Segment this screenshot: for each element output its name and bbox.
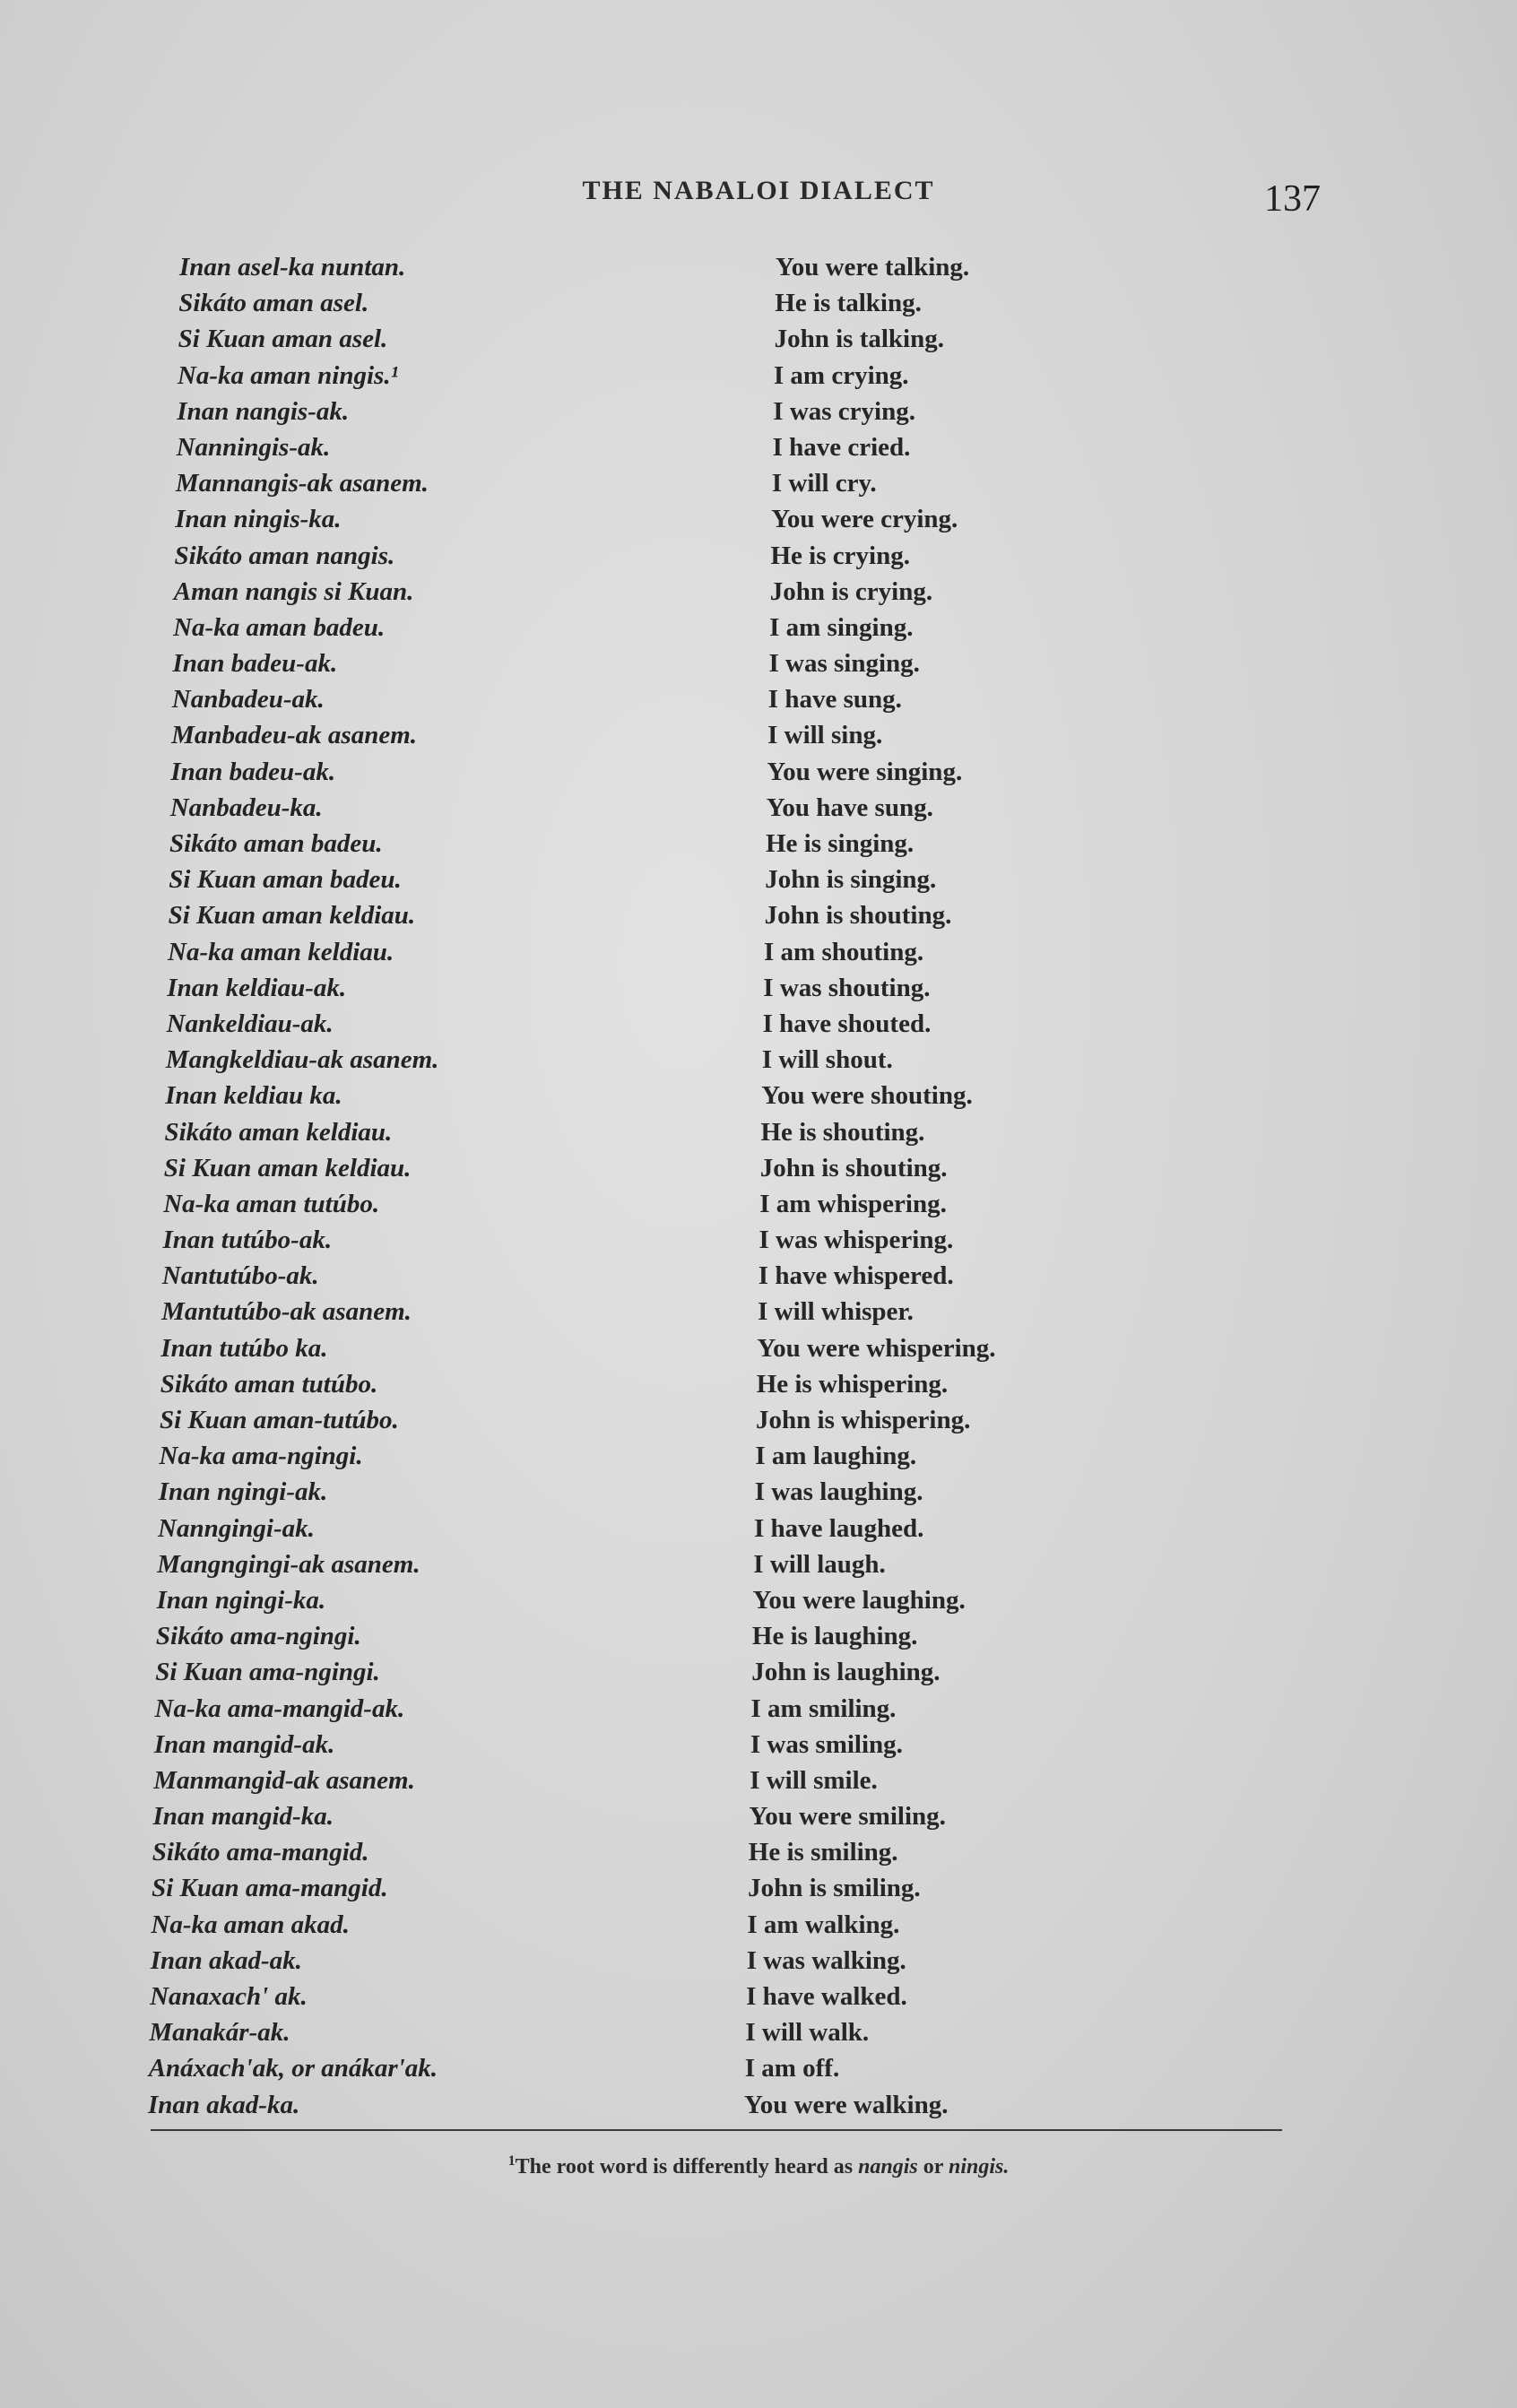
nabaloi-phrase: Sikáto aman nangis. [174, 541, 395, 570]
entry-row [143, 1763, 1309, 1798]
english-translation: You were shouting. [761, 1081, 973, 1111]
footnote [0, 2153, 1517, 2179]
english-translation: John is crying. [769, 576, 933, 606]
english-translation: I have whispered. [758, 1261, 954, 1291]
nabaloi-phrase: Na-ka ama-mangid-ak. [154, 1693, 405, 1723]
entry-row [143, 1474, 1309, 1510]
english-translation: I will walk. [745, 2018, 870, 2048]
english-translation: I am laughing. [755, 1442, 917, 1471]
nabaloi-phrase: Inan akad-ak. [150, 1945, 302, 1975]
nabaloi-phrase: Inan tutúbo ka. [160, 1333, 328, 1363]
entry-row [143, 1798, 1309, 1834]
entry-row [143, 1222, 1309, 1258]
nabaloi-phrase: Inan asel-ka nuntan. [179, 253, 406, 282]
nabaloi-phrase: Mangngingi-ak asanem. [157, 1549, 420, 1579]
english-translation: I have shouted. [762, 1009, 932, 1038]
english-translation: I was smiling. [750, 1729, 903, 1759]
entry-row [143, 465, 1309, 501]
english-translation: He is talking. [775, 289, 922, 318]
english-translation: I have cried. [772, 432, 911, 462]
nabaloi-phrase: Si Kuan aman asel. [178, 325, 388, 354]
nabaloi-phrase: Nanngingi-ak. [158, 1513, 315, 1543]
footnote-divider [151, 2129, 1282, 2131]
nabaloi-phrase: Si Kuan aman keldiau. [168, 901, 416, 931]
english-translation: I was singing. [768, 649, 920, 679]
nabaloi-phrase: Nanbadeu-ak. [171, 685, 325, 715]
entry-row [143, 1834, 1309, 1870]
verb-conjugation-list [143, 249, 1309, 2123]
entry-row [143, 1294, 1309, 1330]
english-translation: John is shouting. [764, 901, 952, 931]
english-translation: I was walking. [746, 1945, 906, 1975]
entry-row [143, 2014, 1309, 2050]
running-title: THE NABALOI DIALECT [582, 176, 935, 205]
nabaloi-phrase: Si Kuan aman keldiau. [163, 1153, 412, 1182]
entry-row [143, 645, 1309, 681]
entry-row [143, 826, 1309, 862]
nabaloi-phrase: Anáxach'ak, or anákar'ak. [148, 2054, 438, 2083]
entry-row [143, 717, 1309, 753]
nabaloi-phrase: Nantutúbo-ak. [161, 1261, 319, 1291]
english-translation: I was crying. [773, 396, 915, 426]
entry-row [143, 862, 1309, 897]
nabaloi-phrase: Nankeldiau-ak. [166, 1009, 334, 1038]
entry-row [143, 285, 1309, 321]
nabaloi-phrase: Manmangid-ak asanem. [153, 1765, 415, 1795]
entry-row [143, 2087, 1309, 2123]
english-translation: John is singing. [765, 865, 937, 895]
english-translation: I will cry. [771, 469, 877, 498]
english-translation: I will whisper. [758, 1297, 914, 1327]
entry-row [143, 358, 1309, 394]
english-translation: You have sung. [766, 793, 933, 822]
entry-row [143, 934, 1309, 970]
english-translation: John is smiling. [748, 1874, 921, 1903]
nabaloi-phrase: Inan badeu-ak. [170, 757, 336, 786]
english-translation: I am shouting. [764, 937, 924, 966]
entry-row [143, 429, 1309, 465]
english-translation: I am crying. [773, 360, 909, 390]
nabaloi-phrase: Inan nangis-ak. [177, 396, 350, 426]
english-translation: John is laughing. [751, 1658, 941, 1687]
entry-row [143, 1691, 1309, 1727]
nabaloi-phrase: Inan ningis-ka. [175, 505, 342, 534]
english-translation: You were whispering. [757, 1333, 996, 1363]
entry-row [143, 1258, 1309, 1294]
entry-row [143, 1907, 1309, 1943]
entry-row [143, 610, 1309, 645]
entry-row [143, 538, 1309, 574]
entry-row [143, 754, 1309, 790]
nabaloi-phrase: Nanningis-ak. [176, 432, 331, 462]
english-translation: I am off. [744, 2054, 840, 2083]
english-translation: I was laughing. [754, 1477, 923, 1507]
nabaloi-phrase: Sikáto ama-ngingi. [155, 1622, 361, 1651]
entry-row [143, 574, 1309, 610]
english-translation: You were singing. [767, 757, 963, 786]
nabaloi-phrase: Inan mangid-ka. [152, 1802, 334, 1832]
nabaloi-phrase: Inan keldiau ka. [165, 1081, 342, 1111]
english-translation: He is singing. [766, 829, 915, 858]
entry-row [143, 1618, 1309, 1654]
english-translation: John is whispering. [756, 1406, 971, 1434]
english-translation: I have walked. [746, 1982, 907, 2011]
entry-row [143, 1870, 1309, 1906]
nabaloi-phrase: Na-ka ama-ngingi. [159, 1442, 363, 1471]
entry-row [143, 1006, 1309, 1042]
page-number: 137 [1264, 178, 1321, 220]
english-translation: I have laughed. [754, 1513, 924, 1543]
footnote-text: The root word is differently heard as [515, 2155, 859, 2178]
nabaloi-phrase: Na-ka aman keldiau. [168, 937, 394, 966]
english-translation: I was shouting. [763, 973, 931, 1002]
entry-row [143, 1114, 1309, 1150]
entry-row [143, 790, 1309, 826]
nabaloi-phrase: Inan akad-ka. [148, 2090, 300, 2119]
entry-row [143, 1366, 1309, 1402]
footnote-word-b: ningis. [948, 2155, 1010, 2178]
english-translation: I will sing. [767, 721, 883, 750]
nabaloi-phrase: Manbadeu-ak asanem. [171, 721, 418, 750]
entry-row [143, 1546, 1309, 1582]
entry-row [143, 394, 1309, 429]
entry-row [143, 321, 1309, 357]
nabaloi-phrase: Na-ka aman badeu. [173, 612, 386, 642]
english-translation: You were talking. [776, 253, 970, 282]
english-translation: I am walking. [747, 1910, 900, 1939]
english-translation: John is shouting. [759, 1153, 948, 1182]
english-translation: John is talking. [774, 325, 944, 354]
entry-row [143, 1402, 1309, 1438]
nabaloi-phrase: Sikáto aman badeu. [169, 829, 383, 858]
nabaloi-phrase: Sikáto aman asel. [178, 289, 369, 318]
nabaloi-phrase: Si Kuan aman-tutúbo. [160, 1406, 399, 1434]
english-translation: You were smiling. [749, 1802, 946, 1832]
entry-row [143, 1078, 1309, 1113]
entry-row [143, 1186, 1309, 1222]
entry-row [143, 249, 1309, 285]
nabaloi-phrase: Si Kuan ama-mangid. [152, 1874, 388, 1903]
english-translation: I am whispering. [759, 1189, 947, 1218]
nabaloi-phrase: Na-ka aman tutúbo. [163, 1189, 380, 1218]
english-translation: He is whispering. [756, 1369, 949, 1399]
nabaloi-phrase: Sikáto ama-mangid. [152, 1838, 369, 1867]
entry-row [143, 1438, 1309, 1474]
footnote-marker: 1 [507, 2153, 516, 2169]
english-translation: He is crying. [770, 541, 910, 570]
entry-row [143, 1727, 1309, 1763]
entry-row [143, 1582, 1309, 1618]
nabaloi-phrase: Na-ka aman ningis.¹ [177, 360, 399, 390]
english-translation: He is shouting. [760, 1117, 925, 1147]
nabaloi-phrase: Sikáto aman keldiau. [164, 1117, 393, 1147]
nabaloi-phrase: Aman nangis si Kuan. [173, 576, 414, 606]
nabaloi-phrase: Inan ngingi-ak. [158, 1477, 328, 1507]
english-translation: He is laughing. [751, 1622, 918, 1651]
entry-row [143, 897, 1309, 933]
nabaloi-phrase: Inan mangid-ak. [153, 1729, 335, 1759]
nabaloi-phrase: Inan badeu-ak. [172, 649, 338, 679]
english-translation: I will smile. [750, 1765, 878, 1795]
nabaloi-phrase: Nanbadeu-ka. [169, 793, 323, 822]
footnote-word-a: nangis [858, 2155, 918, 2178]
nabaloi-phrase: Si Kuan aman badeu. [169, 865, 402, 895]
english-translation: I will shout. [761, 1045, 893, 1075]
nabaloi-phrase: Sikáto aman tutúbo. [160, 1369, 378, 1399]
entry-row [143, 1943, 1309, 1979]
english-translation: You were walking. [744, 2090, 949, 2119]
english-translation: I was whispering. [758, 1226, 954, 1255]
entry-row [143, 970, 1309, 1006]
entry-row [143, 1330, 1309, 1366]
nabaloi-phrase: Inan tutúbo-ak. [162, 1226, 333, 1255]
english-translation: I have sung. [767, 685, 902, 715]
nabaloi-phrase: Inan keldiau-ak. [167, 973, 347, 1002]
nabaloi-phrase: Inan ngingi-ka. [156, 1585, 326, 1615]
entry-row [143, 1654, 1309, 1690]
nabaloi-phrase: Mannangis-ak asanem. [175, 469, 429, 498]
footnote-conjunction: or [917, 2155, 949, 2178]
entry-row [143, 2050, 1309, 2086]
english-translation: I am smiling. [750, 1693, 897, 1723]
nabaloi-phrase: Na-ka aman akad. [151, 1910, 350, 1939]
nabaloi-phrase: Mangkeldiau-ak asanem. [165, 1045, 439, 1075]
english-translation: You were laughing. [752, 1585, 966, 1615]
nabaloi-phrase: Manakár-ak. [149, 2018, 290, 2048]
entry-row [143, 681, 1309, 717]
entry-row [143, 1511, 1309, 1546]
entry-row [143, 501, 1309, 537]
english-translation: You were crying. [771, 505, 958, 534]
nabaloi-phrase: Mantutúbo-ak asanem. [161, 1297, 412, 1327]
english-translation: I am singing. [769, 612, 914, 642]
entry-row [143, 1979, 1309, 2014]
nabaloi-phrase: Nanaxach' ak. [150, 1982, 308, 2011]
entry-row [143, 1150, 1309, 1186]
entry-row [143, 1042, 1309, 1078]
nabaloi-phrase: Si Kuan ama-ngingi. [155, 1658, 380, 1687]
english-translation: I will laugh. [753, 1549, 886, 1579]
english-translation: He is smiling. [748, 1838, 898, 1867]
